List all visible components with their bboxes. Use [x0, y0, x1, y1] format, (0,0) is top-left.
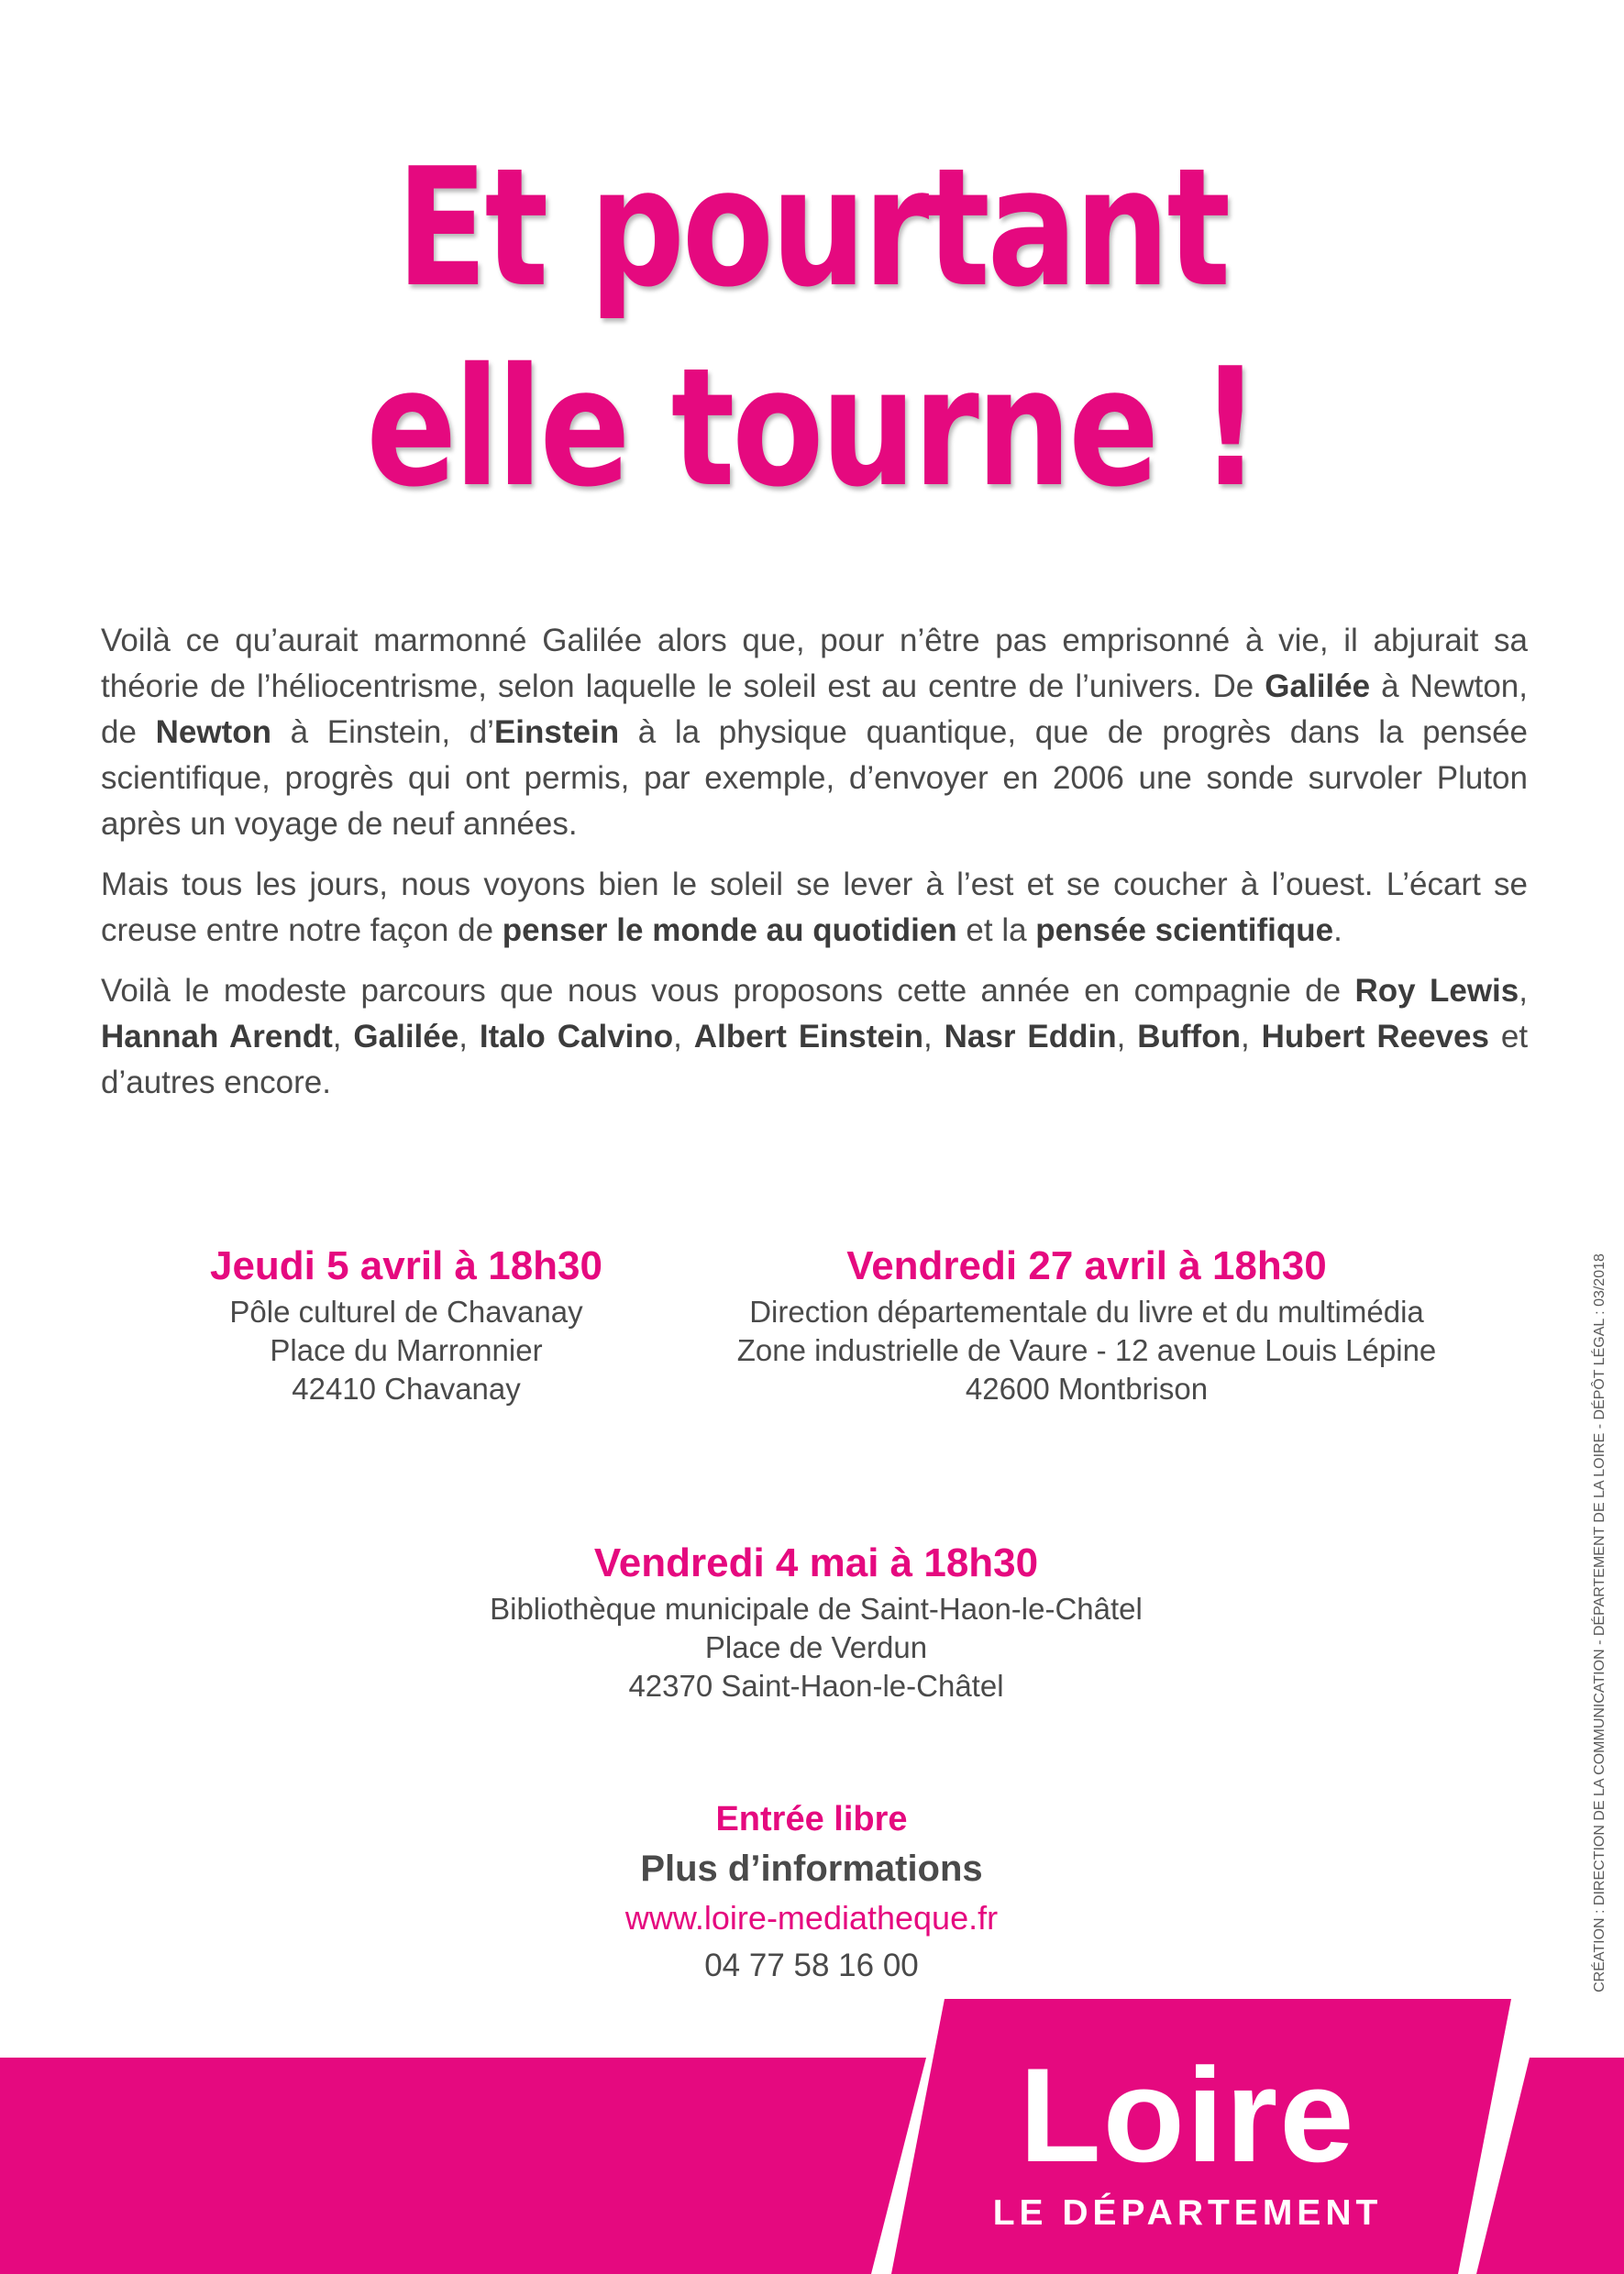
bold-term: pensée scientifique: [1035, 912, 1334, 948]
bold-term: Einstein: [493, 714, 620, 750]
logo-wordmark: Loire: [1019, 2040, 1356, 2190]
poster-title: [146, 128, 1477, 528]
event-city: 42600 Montbrison: [965, 1372, 1209, 1406]
bold-term: Nasr Eddin: [944, 1019, 1117, 1054]
intro-paragraph-2: Mais tous les jours, nous voyons bien le soleil se lever à l’est et se coucher à l’ouest. L’écart se creuse entre notre façon de penser le monde au quotidien et la pensée scientifique.: [101, 867, 1528, 948]
bold-term: Hubert Reeves: [1261, 1019, 1489, 1054]
bold-term: Albert Einstein: [693, 1019, 923, 1054]
info-block: [353, 1795, 1270, 1990]
logo-subtitle: LE DÉPARTEMENT: [992, 2193, 1383, 2233]
intro-paragraph-1: Voilà ce qu’aurait marmonné Galilée alors que, pour n’être pas emprisonné à vie, il abjurait sa théorie de l’héliocentrisme, selon laquelle le soleil est au centre de l’univers. De Galilée à Newton, de Newton à Einstein, d’Einstein à la physique quantique, que de progrès dans la pensée scientifique, progrès qui ont permis, par exemple, d’envoyer en 2006 une sonde survoler Pluton après un voyage de neuf années.: [101, 623, 1529, 842]
more-info-label: Plus d’informations: [640, 1849, 983, 1889]
event-city: 42410 Chavanay: [292, 1372, 521, 1406]
free-entry-label: Entrée libre: [715, 1800, 908, 1838]
phone-number: 04 77 58 16 00: [704, 1948, 919, 1983]
intro-paragraph-3: Voilà le modeste parcours que nous vous proposons cette année en compagnie de Roy Lewis, Hannah Arendt, Galilée, Italo Calvino, Albert Einstein, Nasr Eddin, Buffon, Hubert Reeves et d’autres encore.: [101, 973, 1529, 1100]
event-venue: Direction départementale du livre et du multimédia: [749, 1295, 1424, 1329]
event-montbrison: [665, 1240, 1508, 1408]
website-link[interactable]: www.loire-mediatheque.fr: [624, 1899, 999, 1937]
bold-term: Galilée: [353, 1019, 459, 1054]
event-venue: Bibliothèque municipale de Saint-Haon-le-Châtel: [490, 1592, 1143, 1626]
event-street: Place de Verdun: [704, 1630, 928, 1664]
event-venue: Pôle culturel de Chavanay: [229, 1295, 583, 1329]
intro-text: [101, 618, 1528, 1120]
bold-term: Buffon: [1137, 1019, 1241, 1054]
event-street: Place du Marronnier: [270, 1333, 543, 1367]
bold-term: penser le monde au quotidien: [502, 912, 957, 948]
event-date: Vendredi 27 avril à 18h30: [846, 1243, 1327, 1288]
footer-band-left: [0, 2058, 926, 2274]
event-city: 42370 Saint-Haon-le-Châtel: [628, 1669, 1004, 1703]
bold-term: Galilée: [1265, 668, 1371, 704]
event-street: Zone industrielle de Vaure - 12 avenue Louis Lépine: [736, 1333, 1437, 1367]
bold-term: Hannah Arendt: [101, 1019, 333, 1054]
bold-term: Newton: [155, 714, 271, 750]
footer-band-tail: [1476, 2058, 1624, 2274]
event-date: Vendredi 4 mai à 18h30: [593, 1540, 1039, 1585]
loire-logo: [972, 2040, 1403, 2234]
event-saint-haon: [303, 1537, 1330, 1706]
bold-term: Italo Calvino: [479, 1019, 674, 1054]
event-chavanay: [110, 1240, 702, 1408]
bold-term: Roy Lewis: [1354, 973, 1519, 1009]
event-date: Jeudi 5 avril à 18h30: [209, 1243, 603, 1288]
title-line-1: Et pourtant: [396, 133, 1228, 323]
legal-credit: CRÉATION : DIRECTION DE LA COMMUNICATION - DÉPARTEMENT DE LA LOIRE - DÉPÔT LÉGAL : 03/2018: [1592, 1253, 1607, 1993]
title-line-2: elle tourne !: [366, 333, 1258, 523]
